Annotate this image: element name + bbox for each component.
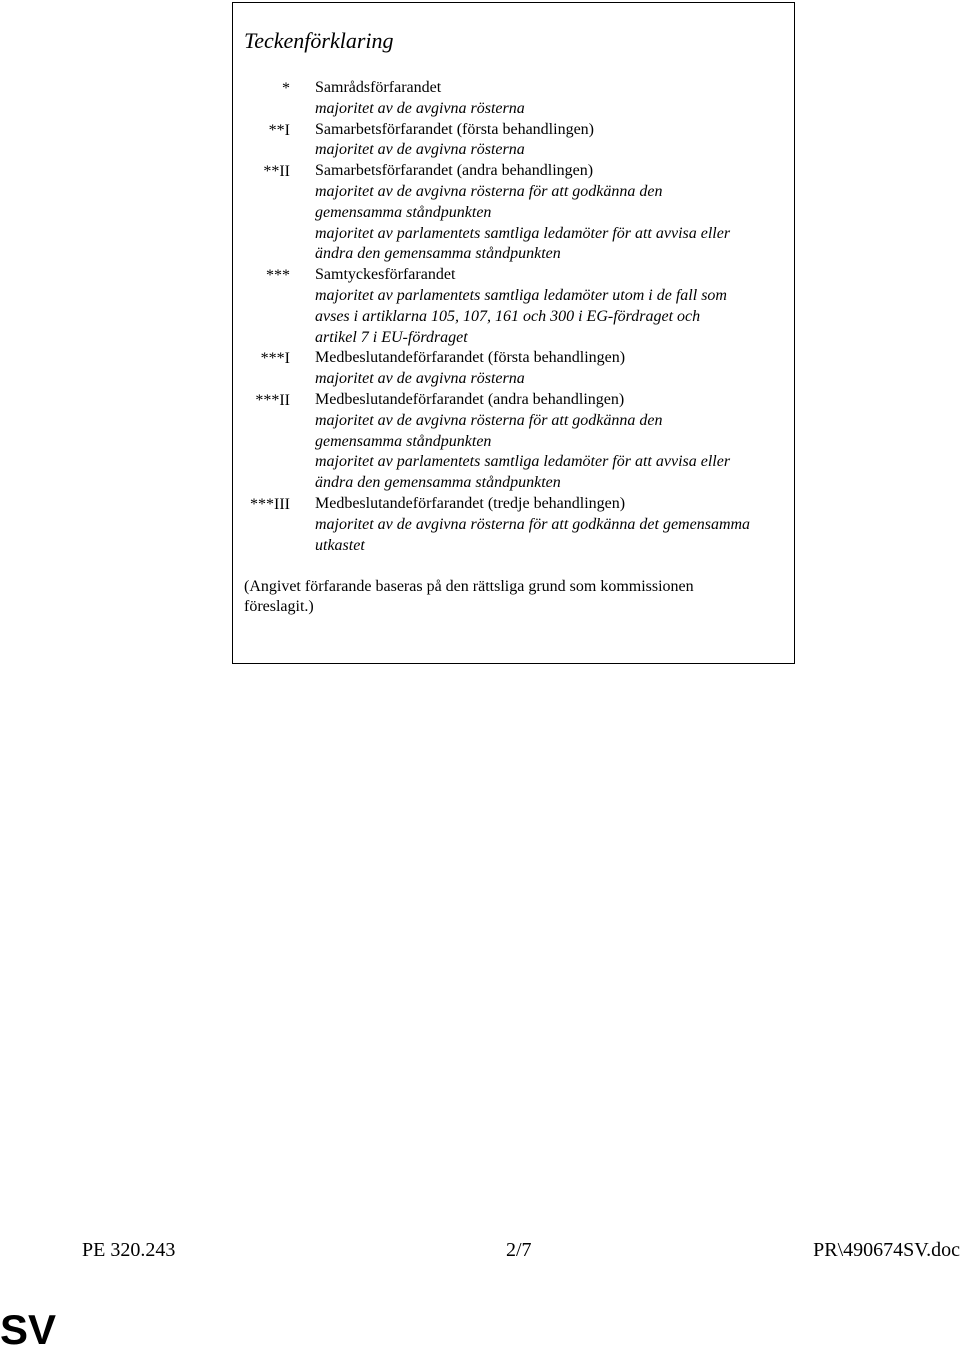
footer-document-reference: PE 320.243 (82, 1239, 176, 1261)
legend-entry-symbol: *** (266, 267, 290, 285)
majority-requirement: utkastet (315, 536, 365, 554)
legend-entry-symbol: ***II (255, 391, 290, 409)
legend-entry-description (315, 348, 775, 390)
footer-file-name: PR\490674SV.doc (813, 1239, 960, 1261)
majority-requirement: majoritet av parlamentets samtliga ledamöter utom i de fall som (315, 286, 727, 304)
procedure-name: Medbeslutandeförfarandet (andra behandlingen) (315, 390, 625, 408)
majority-requirement: majoritet av de avgivna rösterna för att godkänna den (315, 182, 663, 200)
procedure-name: Medbeslutandeförfarandet (tredje behandlingen) (315, 494, 626, 512)
procedure-name: Samrådsförfarandet (315, 79, 442, 96)
majority-requirement: majoritet av de avgivna rösterna för att godkänna den (315, 411, 663, 429)
legend-entry (233, 161, 794, 265)
legend-box (232, 2, 795, 664)
legend-entry-description (315, 390, 775, 494)
footer-page-number: 2/7 (506, 1239, 532, 1261)
majority-requirement: majoritet av parlamentets samtliga ledamöter för att avvisa eller (315, 224, 731, 242)
legend-entries (233, 78, 794, 556)
legend-entry (233, 390, 794, 494)
legend-entry-description (315, 78, 775, 120)
majority-requirement: avses i artiklarna 105, 107, 161 och 300 i EG-fördraget och (315, 307, 701, 325)
legend-entry (233, 348, 794, 390)
majority-requirement: majoritet av de avgivna rösterna för att godkänna det gemensamma (315, 515, 751, 533)
legend-title: Teckenförklaring (244, 28, 394, 53)
majority-requirement: majoritet av de avgivna rösterna (315, 370, 525, 388)
note-line: föreslagit.) (244, 598, 314, 615)
legend-entry-description (315, 494, 775, 556)
procedure-name: Samarbetsförfarandet (andra behandlingen) (315, 162, 594, 180)
legend-entry-symbol: * (282, 80, 290, 97)
majority-requirement: artikel 7 i EU-fördraget (315, 328, 468, 346)
legend-entry-description (315, 161, 775, 265)
legend-entry (233, 78, 794, 120)
legend-entry (233, 120, 794, 162)
majority-requirement: majoritet av de avgivna rösterna (315, 141, 525, 159)
majority-requirement: ändra den gemensamma ståndpunkten (315, 474, 561, 492)
legend-entry (233, 265, 794, 348)
procedure-name: Samtyckesförfarandet (315, 266, 456, 284)
procedure-name: Medbeslutandeförfarandet (första behandlingen) (315, 349, 626, 367)
majority-requirement: gemensamma ståndpunkten (315, 432, 492, 450)
legend-entry-symbol: **II (263, 163, 290, 181)
page-footer (82, 1238, 960, 1264)
language-code: SV (0, 1306, 57, 1353)
legend-entry-symbol: ***III (250, 495, 290, 513)
legend-entry-symbol: **I (268, 121, 290, 139)
procedure-name: Samarbetsförfarandet (första behandlingen) (315, 120, 594, 138)
majority-requirement: majoritet av parlamentets samtliga ledamöter för att avvisa eller (315, 453, 731, 471)
legend-entry-symbol: ***I (260, 350, 290, 368)
majority-requirement: gemensamma ståndpunkten (315, 203, 492, 221)
legend-entry (233, 494, 794, 556)
note-line: (Angivet förfarande baseras på den rättsliga grund som kommissionen (244, 578, 694, 595)
legend-note (244, 577, 694, 617)
legend-entry-description (315, 120, 775, 162)
majority-requirement: ändra den gemensamma ståndpunkten (315, 245, 561, 263)
majority-requirement: majoritet av de avgivna rösterna (315, 99, 525, 117)
legend-entry-description (315, 265, 775, 348)
